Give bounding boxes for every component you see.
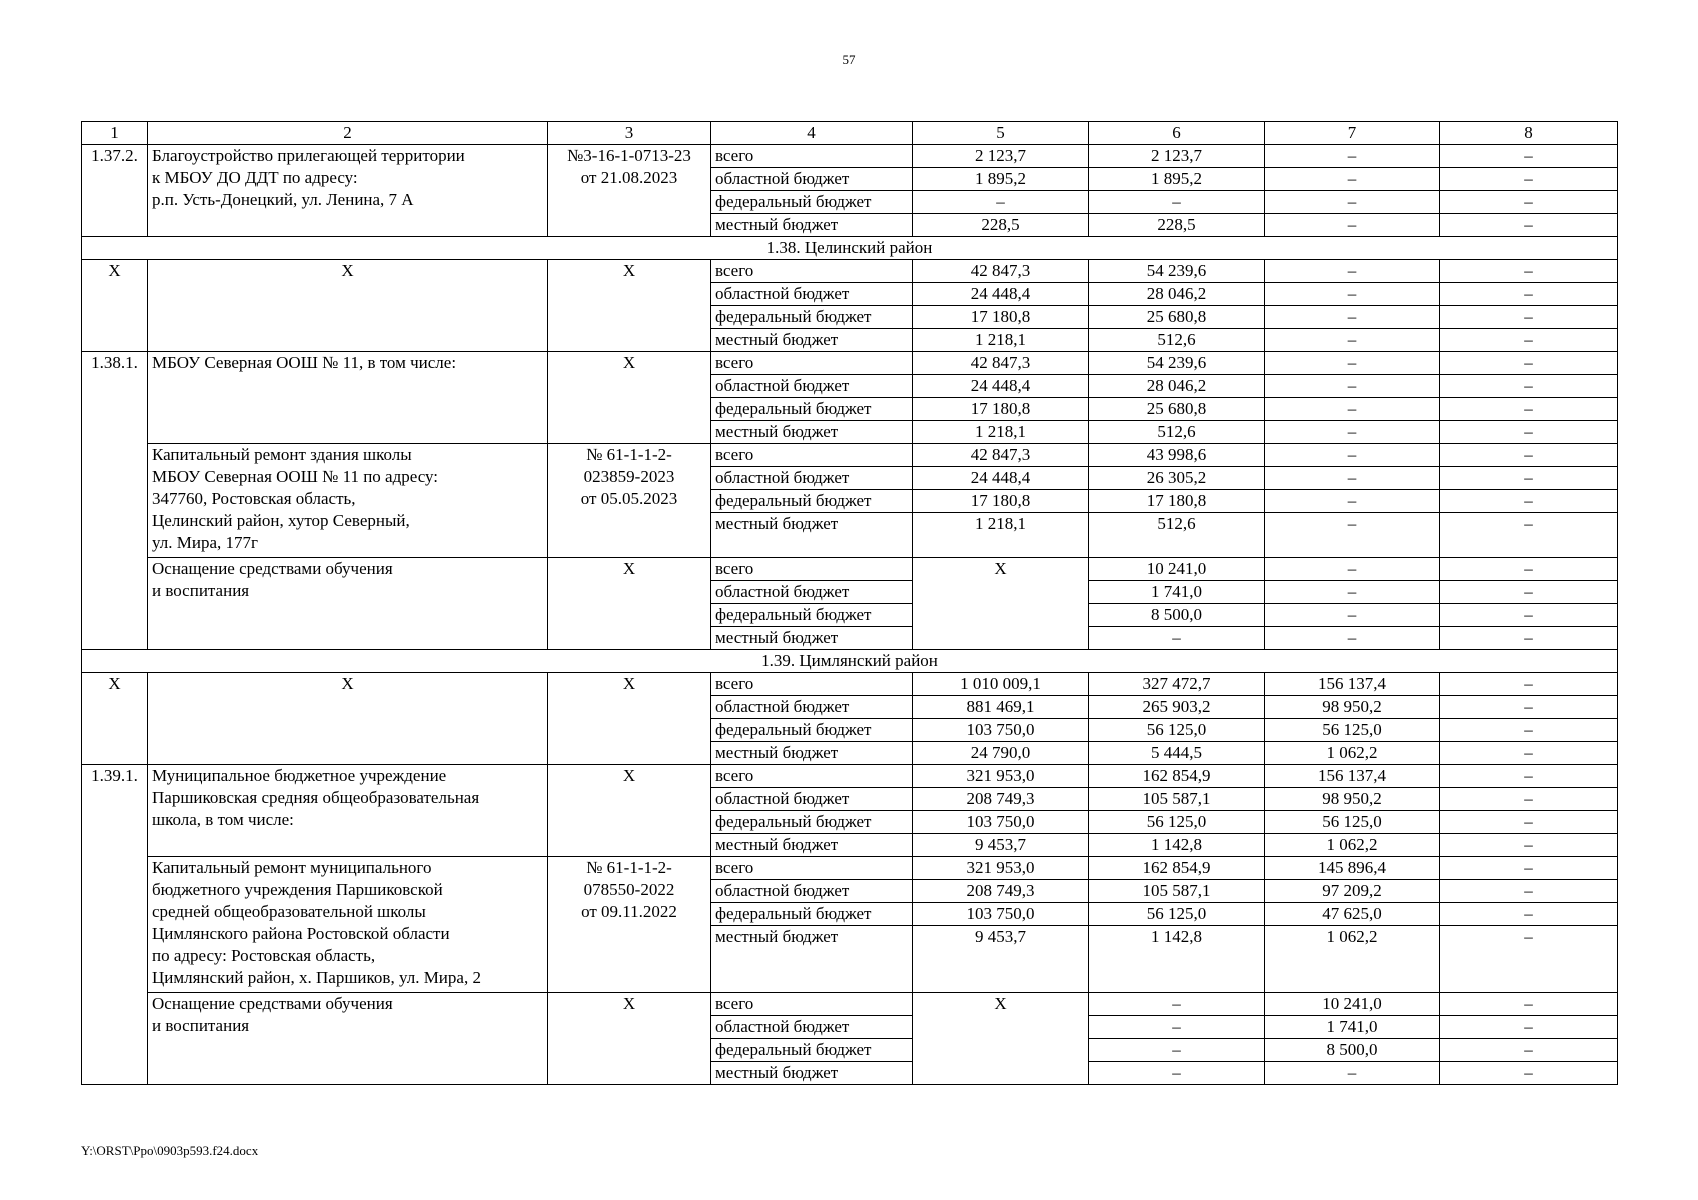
- budget-label: федеральный бюджет: [711, 811, 913, 834]
- item-name-line: Цимлянского района Ростовской области: [152, 924, 450, 943]
- value-cell: –: [1265, 260, 1440, 283]
- budget-label: местный бюджет: [711, 421, 913, 444]
- value-cell: –: [1440, 260, 1618, 283]
- value-cell: 28 046,2: [1089, 375, 1265, 398]
- value-cell: –: [1440, 627, 1618, 650]
- budget-label: всего: [711, 145, 913, 168]
- value-cell: 42 847,3: [913, 260, 1089, 283]
- value-cell: 5 444,5: [1089, 742, 1265, 765]
- document-number: [548, 352, 711, 444]
- budget-label: федеральный бюджет: [711, 604, 913, 627]
- value-cell: –: [1089, 1016, 1265, 1039]
- value-cell: –: [1265, 513, 1440, 558]
- value-cell: Х: [913, 993, 1089, 1085]
- budget-label: федеральный бюджет: [711, 719, 913, 742]
- budget-label: местный бюджет: [711, 214, 913, 237]
- document-number: [548, 145, 711, 237]
- value-cell: –: [1089, 1062, 1265, 1085]
- footer-file-path: Y:\ORST\Ppo\0903p593.f24.docx: [81, 1143, 259, 1158]
- budget-label: федеральный бюджет: [711, 398, 913, 421]
- item-name-line: 347760, Ростовская область,: [152, 489, 356, 508]
- item-name-line: Х: [341, 261, 354, 280]
- document-number: [548, 558, 711, 650]
- header-cell: 1: [82, 122, 148, 145]
- value-cell: 56 125,0: [1089, 811, 1265, 834]
- value-cell: 24 448,4: [913, 467, 1089, 490]
- value-cell: –: [1440, 834, 1618, 857]
- value-cell: 881 469,1: [913, 696, 1089, 719]
- header-cell: 6: [1089, 122, 1265, 145]
- value-cell: –: [1440, 490, 1618, 513]
- value-cell: 17 180,8: [913, 398, 1089, 421]
- budget-label: местный бюджет: [711, 742, 913, 765]
- item-name-line: Благоустройство прилегающей территории: [152, 146, 465, 165]
- value-cell: –: [1265, 214, 1440, 237]
- value-cell: 105 587,1: [1089, 788, 1265, 811]
- value-cell: –: [1440, 742, 1618, 765]
- value-cell: –: [1265, 558, 1440, 581]
- value-cell: –: [1265, 375, 1440, 398]
- value-cell: –: [1089, 191, 1265, 214]
- value-cell: 43 998,6: [1089, 444, 1265, 467]
- budget-label: областной бюджет: [711, 788, 913, 811]
- value-cell: 54 239,6: [1089, 352, 1265, 375]
- budget-label: всего: [711, 993, 913, 1016]
- value-cell: 17 180,8: [913, 306, 1089, 329]
- budget-label: федеральный бюджет: [711, 306, 913, 329]
- value-cell: –: [1265, 467, 1440, 490]
- document-number-line: 078550-2022: [583, 880, 675, 899]
- item-name-line: Цимлянский район, х. Паршиков, ул. Мира, 2: [152, 968, 481, 987]
- data-row: [82, 993, 1618, 1016]
- budget-label: местный бюджет: [711, 627, 913, 650]
- value-cell: 103 750,0: [913, 811, 1089, 834]
- value-cell: 10 241,0: [1089, 558, 1265, 581]
- value-cell: 2 123,7: [913, 145, 1089, 168]
- section-title: 1.39. Цимлянский район: [82, 650, 1618, 673]
- data-row: [82, 145, 1618, 168]
- data-row: [82, 765, 1618, 788]
- value-cell: 103 750,0: [913, 903, 1089, 926]
- value-cell: 1 010 009,1: [913, 673, 1089, 696]
- value-cell: –: [1440, 398, 1618, 421]
- value-cell: 98 950,2: [1265, 696, 1440, 719]
- item-name-line: и воспитания: [152, 581, 250, 600]
- item-name-line: Оснащение средствами обучения: [152, 559, 393, 578]
- item-number: Х: [82, 260, 148, 352]
- value-cell: –: [1440, 1062, 1618, 1085]
- data-row: [82, 673, 1618, 696]
- value-cell: 56 125,0: [1089, 719, 1265, 742]
- value-cell: –: [1265, 627, 1440, 650]
- value-cell: –: [1440, 696, 1618, 719]
- value-cell: –: [1440, 375, 1618, 398]
- data-row: [82, 558, 1618, 581]
- section-title: 1.38. Целинский район: [82, 237, 1618, 260]
- budget-label: областной бюджет: [711, 467, 913, 490]
- value-cell: –: [1440, 214, 1618, 237]
- item-name-line: Муниципальное бюджетное учреждение: [152, 766, 447, 785]
- value-cell: –: [1440, 673, 1618, 696]
- value-cell: –: [1440, 1039, 1618, 1062]
- value-cell: –: [1265, 352, 1440, 375]
- item-number: Х: [82, 673, 148, 765]
- item-name-line: средней общеобразовательной школы: [152, 902, 426, 921]
- header-cell: 4: [711, 122, 913, 145]
- item-name-line: школа, в том числе:: [152, 810, 294, 829]
- item-name-line: Оснащение средствами обучения: [152, 994, 393, 1013]
- item-name: [148, 352, 548, 444]
- document-number-line: № 61-1-1-2-: [586, 858, 672, 877]
- value-cell: 8 500,0: [1265, 1039, 1440, 1062]
- budget-label: федеральный бюджет: [711, 191, 913, 214]
- document-number-line: Х: [622, 994, 636, 1013]
- section-row: [82, 237, 1618, 260]
- value-cell: 162 854,9: [1089, 857, 1265, 880]
- value-cell: –: [1440, 329, 1618, 352]
- value-cell: –: [913, 191, 1089, 214]
- value-cell: 97 209,2: [1265, 880, 1440, 903]
- value-cell: –: [1089, 1039, 1265, 1062]
- document-number: [548, 765, 711, 857]
- value-cell: 2 123,7: [1089, 145, 1265, 168]
- value-cell: –: [1440, 558, 1618, 581]
- item-name-line: р.п. Усть-Донецкий, ул. Ленина, 7 А: [152, 190, 414, 209]
- value-cell: 1 218,1: [913, 421, 1089, 444]
- value-cell: 228,5: [1089, 214, 1265, 237]
- budget-label: областной бюджет: [711, 581, 913, 604]
- document-number-line: № 61-1-1-2-: [586, 445, 672, 464]
- item-name-line: Паршиковская средняя общеобразовательная: [152, 788, 480, 807]
- value-cell: 26 305,2: [1089, 467, 1265, 490]
- value-cell: 321 953,0: [913, 765, 1089, 788]
- value-cell: –: [1440, 168, 1618, 191]
- value-cell: –: [1089, 627, 1265, 650]
- value-cell: 54 239,6: [1089, 260, 1265, 283]
- data-row: [82, 352, 1618, 375]
- value-cell: 512,6: [1089, 329, 1265, 352]
- value-cell: –: [1440, 444, 1618, 467]
- value-cell: –: [1440, 467, 1618, 490]
- item-name: [148, 673, 548, 765]
- item-name: [148, 857, 548, 993]
- value-cell: 25 680,8: [1089, 306, 1265, 329]
- budget-label: областной бюджет: [711, 880, 913, 903]
- value-cell: 10 241,0: [1265, 993, 1440, 1016]
- value-cell: 1 062,2: [1265, 926, 1440, 993]
- value-cell: 327 472,7: [1089, 673, 1265, 696]
- item-name-line: бюджетного учреждения Паршиковской: [152, 880, 443, 899]
- value-cell: 321 953,0: [913, 857, 1089, 880]
- value-cell: 105 587,1: [1089, 880, 1265, 903]
- budget-label: всего: [711, 444, 913, 467]
- value-cell: –: [1440, 926, 1618, 993]
- value-cell: –: [1265, 1062, 1440, 1085]
- value-cell: –: [1265, 168, 1440, 191]
- table-body: [82, 122, 1618, 1085]
- budget-label: всего: [711, 765, 913, 788]
- value-cell: –: [1440, 581, 1618, 604]
- item-name-line: МБОУ Северная ООШ № 11, в том числе:: [152, 353, 457, 372]
- value-cell: –: [1440, 993, 1618, 1016]
- budget-label: федеральный бюджет: [711, 1039, 913, 1062]
- document-number-line: от 21.08.2023: [580, 168, 678, 187]
- value-cell: 1 741,0: [1089, 581, 1265, 604]
- value-cell: 156 137,4: [1265, 673, 1440, 696]
- item-name: [148, 993, 548, 1085]
- value-cell: –: [1265, 191, 1440, 214]
- value-cell: –: [1265, 329, 1440, 352]
- item-name: [148, 145, 548, 237]
- document-number-line: №3-16-1-0713-23: [567, 146, 691, 165]
- value-cell: 1 062,2: [1265, 742, 1440, 765]
- document-number: [548, 993, 711, 1085]
- section-row: [82, 650, 1618, 673]
- value-cell: –: [1440, 1016, 1618, 1039]
- budget-table: [81, 121, 1618, 1085]
- item-name-line: к МБОУ ДО ДДТ по адресу:: [152, 168, 358, 187]
- value-cell: –: [1440, 421, 1618, 444]
- value-cell: 512,6: [1089, 421, 1265, 444]
- budget-label: всего: [711, 558, 913, 581]
- header-row: [82, 122, 1618, 145]
- value-cell: –: [1440, 788, 1618, 811]
- item-name-line: по адресу: Ростовская область,: [152, 946, 376, 965]
- item-number: 1.38.1.: [82, 352, 148, 650]
- value-cell: –: [1440, 306, 1618, 329]
- budget-label: областной бюджет: [711, 1016, 913, 1039]
- value-cell: 145 896,4: [1265, 857, 1440, 880]
- value-cell: 56 125,0: [1265, 719, 1440, 742]
- budget-label: областной бюджет: [711, 375, 913, 398]
- item-name: [148, 260, 548, 352]
- value-cell: 42 847,3: [913, 444, 1089, 467]
- budget-label: местный бюджет: [711, 926, 913, 993]
- budget-label: областной бюджет: [711, 696, 913, 719]
- value-cell: –: [1265, 421, 1440, 444]
- value-cell: 25 680,8: [1089, 398, 1265, 421]
- item-name-line: и воспитания: [152, 1016, 250, 1035]
- item-name: [148, 444, 548, 558]
- budget-label: областной бюджет: [711, 168, 913, 191]
- value-cell: 42 847,3: [913, 352, 1089, 375]
- item-name-line: ул. Мира, 177г: [152, 533, 258, 552]
- document-number-line: Х: [622, 559, 636, 578]
- document-number: [548, 444, 711, 558]
- value-cell: –: [1440, 903, 1618, 926]
- item-name: [148, 558, 548, 650]
- value-cell: –: [1265, 581, 1440, 604]
- value-cell: 56 125,0: [1265, 811, 1440, 834]
- value-cell: 47 625,0: [1265, 903, 1440, 926]
- header-cell: 2: [148, 122, 548, 145]
- document-number: [548, 260, 711, 352]
- value-cell: –: [1440, 811, 1618, 834]
- value-cell: Х: [913, 558, 1089, 650]
- value-cell: –: [1265, 145, 1440, 168]
- value-cell: –: [1440, 513, 1618, 558]
- value-cell: 9 453,7: [913, 926, 1089, 993]
- value-cell: 28 046,2: [1089, 283, 1265, 306]
- header-cell: 5: [913, 122, 1089, 145]
- document-number-line: Х: [622, 353, 636, 372]
- value-cell: 24 448,4: [913, 375, 1089, 398]
- item-name-line: Капитальный ремонт здания школы: [152, 445, 412, 464]
- value-cell: 9 453,7: [913, 834, 1089, 857]
- value-cell: –: [1440, 857, 1618, 880]
- value-cell: 162 854,9: [1089, 765, 1265, 788]
- item-number: 1.39.1.: [82, 765, 148, 1085]
- value-cell: –: [1440, 765, 1618, 788]
- value-cell: –: [1440, 145, 1618, 168]
- document-number-line: от 05.05.2023: [580, 489, 678, 508]
- value-cell: –: [1440, 191, 1618, 214]
- value-cell: 265 903,2: [1089, 696, 1265, 719]
- item-number: 1.37.2.: [82, 145, 148, 237]
- document-number-line: Х: [622, 766, 636, 785]
- document-number-line: Х: [622, 674, 636, 693]
- value-cell: 24 790,0: [913, 742, 1089, 765]
- header-cell: 7: [1265, 122, 1440, 145]
- value-cell: 98 950,2: [1265, 788, 1440, 811]
- value-cell: –: [1440, 352, 1618, 375]
- value-cell: 208 749,3: [913, 880, 1089, 903]
- budget-label: всего: [711, 352, 913, 375]
- item-name-line: Х: [341, 674, 354, 693]
- value-cell: 1 218,1: [913, 329, 1089, 352]
- data-row: [82, 857, 1618, 880]
- budget-label: федеральный бюджет: [711, 903, 913, 926]
- value-cell: 512,6: [1089, 513, 1265, 558]
- budget-label: местный бюджет: [711, 1062, 913, 1085]
- value-cell: –: [1265, 398, 1440, 421]
- data-row: [82, 444, 1618, 467]
- budget-label: всего: [711, 260, 913, 283]
- value-cell: 17 180,8: [1089, 490, 1265, 513]
- header-cell: 3: [548, 122, 711, 145]
- value-cell: 1 218,1: [913, 513, 1089, 558]
- document-number-line: от 09.11.2022: [581, 902, 677, 921]
- value-cell: –: [1265, 306, 1440, 329]
- value-cell: 1 062,2: [1265, 834, 1440, 857]
- budget-label: местный бюджет: [711, 834, 913, 857]
- value-cell: –: [1440, 719, 1618, 742]
- budget-label: всего: [711, 857, 913, 880]
- value-cell: –: [1089, 993, 1265, 1016]
- page-number: 57: [842, 52, 856, 67]
- value-cell: –: [1265, 490, 1440, 513]
- value-cell: 208 749,3: [913, 788, 1089, 811]
- value-cell: –: [1265, 604, 1440, 627]
- value-cell: –: [1440, 604, 1618, 627]
- document-number-line: 023859-2023: [583, 467, 675, 486]
- item-name-line: Целинский район, хутор Северный,: [152, 511, 410, 530]
- document-number: [548, 673, 711, 765]
- document-number: [548, 857, 711, 993]
- budget-label: местный бюджет: [711, 329, 913, 352]
- value-cell: 1 895,2: [1089, 168, 1265, 191]
- value-cell: 24 448,4: [913, 283, 1089, 306]
- value-cell: –: [1440, 880, 1618, 903]
- budget-label: федеральный бюджет: [711, 490, 913, 513]
- value-cell: 8 500,0: [1089, 604, 1265, 627]
- value-cell: –: [1265, 283, 1440, 306]
- value-cell: 228,5: [913, 214, 1089, 237]
- item-name-line: Капитальный ремонт муниципального: [152, 858, 432, 877]
- value-cell: 17 180,8: [913, 490, 1089, 513]
- value-cell: 1 142,8: [1089, 834, 1265, 857]
- budget-label: всего: [711, 673, 913, 696]
- value-cell: 156 137,4: [1265, 765, 1440, 788]
- value-cell: 1 741,0: [1265, 1016, 1440, 1039]
- value-cell: 1 142,8: [1089, 926, 1265, 993]
- budget-label: местный бюджет: [711, 513, 913, 558]
- value-cell: 56 125,0: [1089, 903, 1265, 926]
- budget-label: областной бюджет: [711, 283, 913, 306]
- document-number-line: Х: [622, 261, 636, 280]
- value-cell: –: [1265, 444, 1440, 467]
- value-cell: –: [1440, 283, 1618, 306]
- value-cell: 1 895,2: [913, 168, 1089, 191]
- data-row: [82, 260, 1618, 283]
- header-cell: 8: [1440, 122, 1618, 145]
- item-name: [148, 765, 548, 857]
- item-name-line: МБОУ Северная ООШ № 11 по адресу:: [152, 467, 439, 486]
- value-cell: 103 750,0: [913, 719, 1089, 742]
